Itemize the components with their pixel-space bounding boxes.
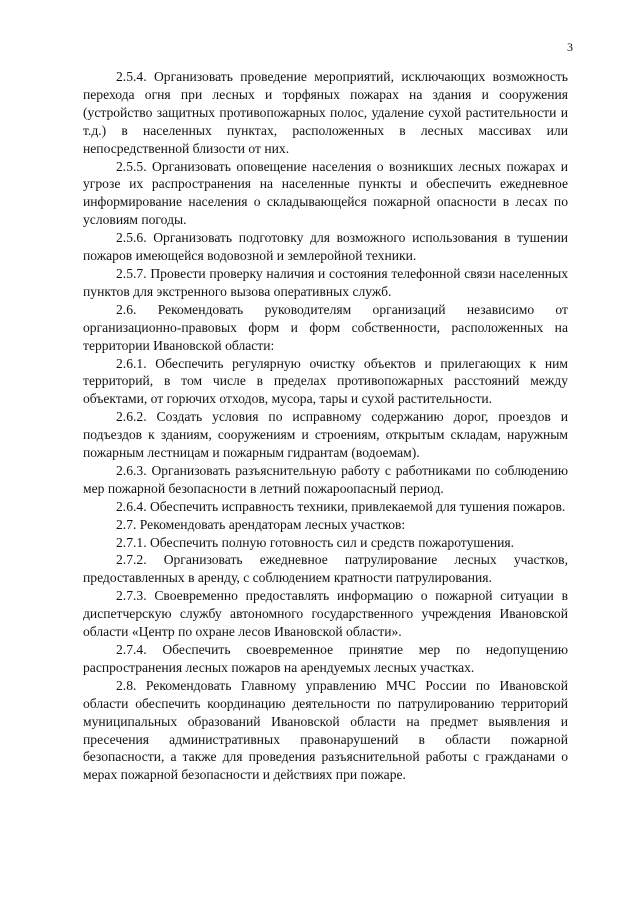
paragraph-2-6-3: 2.6.3. Организовать разъяснительную работу с работниками по соблюдению мер пожарной безопасности в летний пожароопасный период.: [83, 462, 568, 496]
page-number: 3: [567, 40, 573, 54]
paragraph-2-5-6: 2.5.6. Организовать подготовку для возможного использования в тушении пожаров имеющейся водовозной и землеройной техники.: [83, 230, 568, 264]
paragraph-2-6-2: 2.6.2. Создать условия по исправному содержанию дорог, проездов и подъездов к зданиям, сооружениям и строениям, открытым складам, наружным пожарным лестницам и пожарным гидрантам (водоемам).: [83, 409, 568, 461]
paragraph-2-7-2: 2.7.2. Организовать ежедневное патрулирование лесных участков, предоставленных в аренду, с соблюдением кратности патрулирования.: [83, 552, 568, 586]
paragraph-2-5-4: 2.5.4. Организовать проведение мероприятий, исключающих возможность перехода огня при лесных и торфяных пожарах на здания и сооружения (устройство защитных противопожарных полос, удаление сухой растительности и т.д.) в населенных пунктах, расположенных в лесных массивах или непосредственной близости от них.: [83, 69, 568, 156]
paragraph-2-7: 2.7. Рекомендовать арендаторам лесных участков:: [116, 516, 406, 532]
paragraph-2-6-4: 2.6.4. Обеспечить исправность техники, привлекаемой для тушения пожаров.: [116, 498, 566, 514]
paragraph-2-7-1: 2.7.1. Обеспечить полную готовность сил и средств пожаротушения.: [116, 534, 515, 550]
document-body: [83, 68, 568, 784]
paragraph-2-6-1: 2.6.1. Обеспечить регулярную очистку объектов и прилегающих к ним территорий, в том числе в пределах противопожарных расстояний между объектами, от горючих отходов, мусора, тары и сухой растительности.: [83, 355, 568, 407]
paragraph-2-6: 2.6. Рекомендовать руководителям организаций независимо от организационно-правовых форм и форм собственности, расположенных на территории Ивановской области:: [83, 301, 568, 353]
paragraph-2-8: 2.8. Рекомендовать Главному управлению МЧС России по Ивановской области обеспечить координацию деятельности по патрулированию территорий муниципальных образований Ивановской области на предмет выявления и пресечения административных правонарушений в области пожарной безопасности, а также для проведения разъяснительной работы с гражданами о мерах пожарной безопасности и действиях при пожаре.: [83, 677, 568, 783]
paragraph-2-7-3: 2.7.3. Своевременно предоставлять информацию о пожарной ситуации в диспетчерскую службу автономного государственного учреждения Ивановской области «Центр по охране лесов Ивановской области».: [83, 588, 568, 640]
paragraph-2-5-7: 2.5.7. Провести проверку наличия и состояния телефонной связи населенных пунктов для экстренного вызова оперативных служб.: [83, 265, 568, 299]
paragraph-2-5-5: 2.5.5. Организовать оповещение населения о возникших лесных пожарах и угрозе их распространения на населенные пункты и обеспечить ежедневное информирование населения о складывающейся пожарной опасности в лесах по условиям погоды.: [83, 158, 568, 228]
paragraph-2-7-4: 2.7.4. Обеспечить своевременное принятие мер по недопущению распространения лесных пожаров на арендуемых лесных участках.: [83, 642, 568, 675]
